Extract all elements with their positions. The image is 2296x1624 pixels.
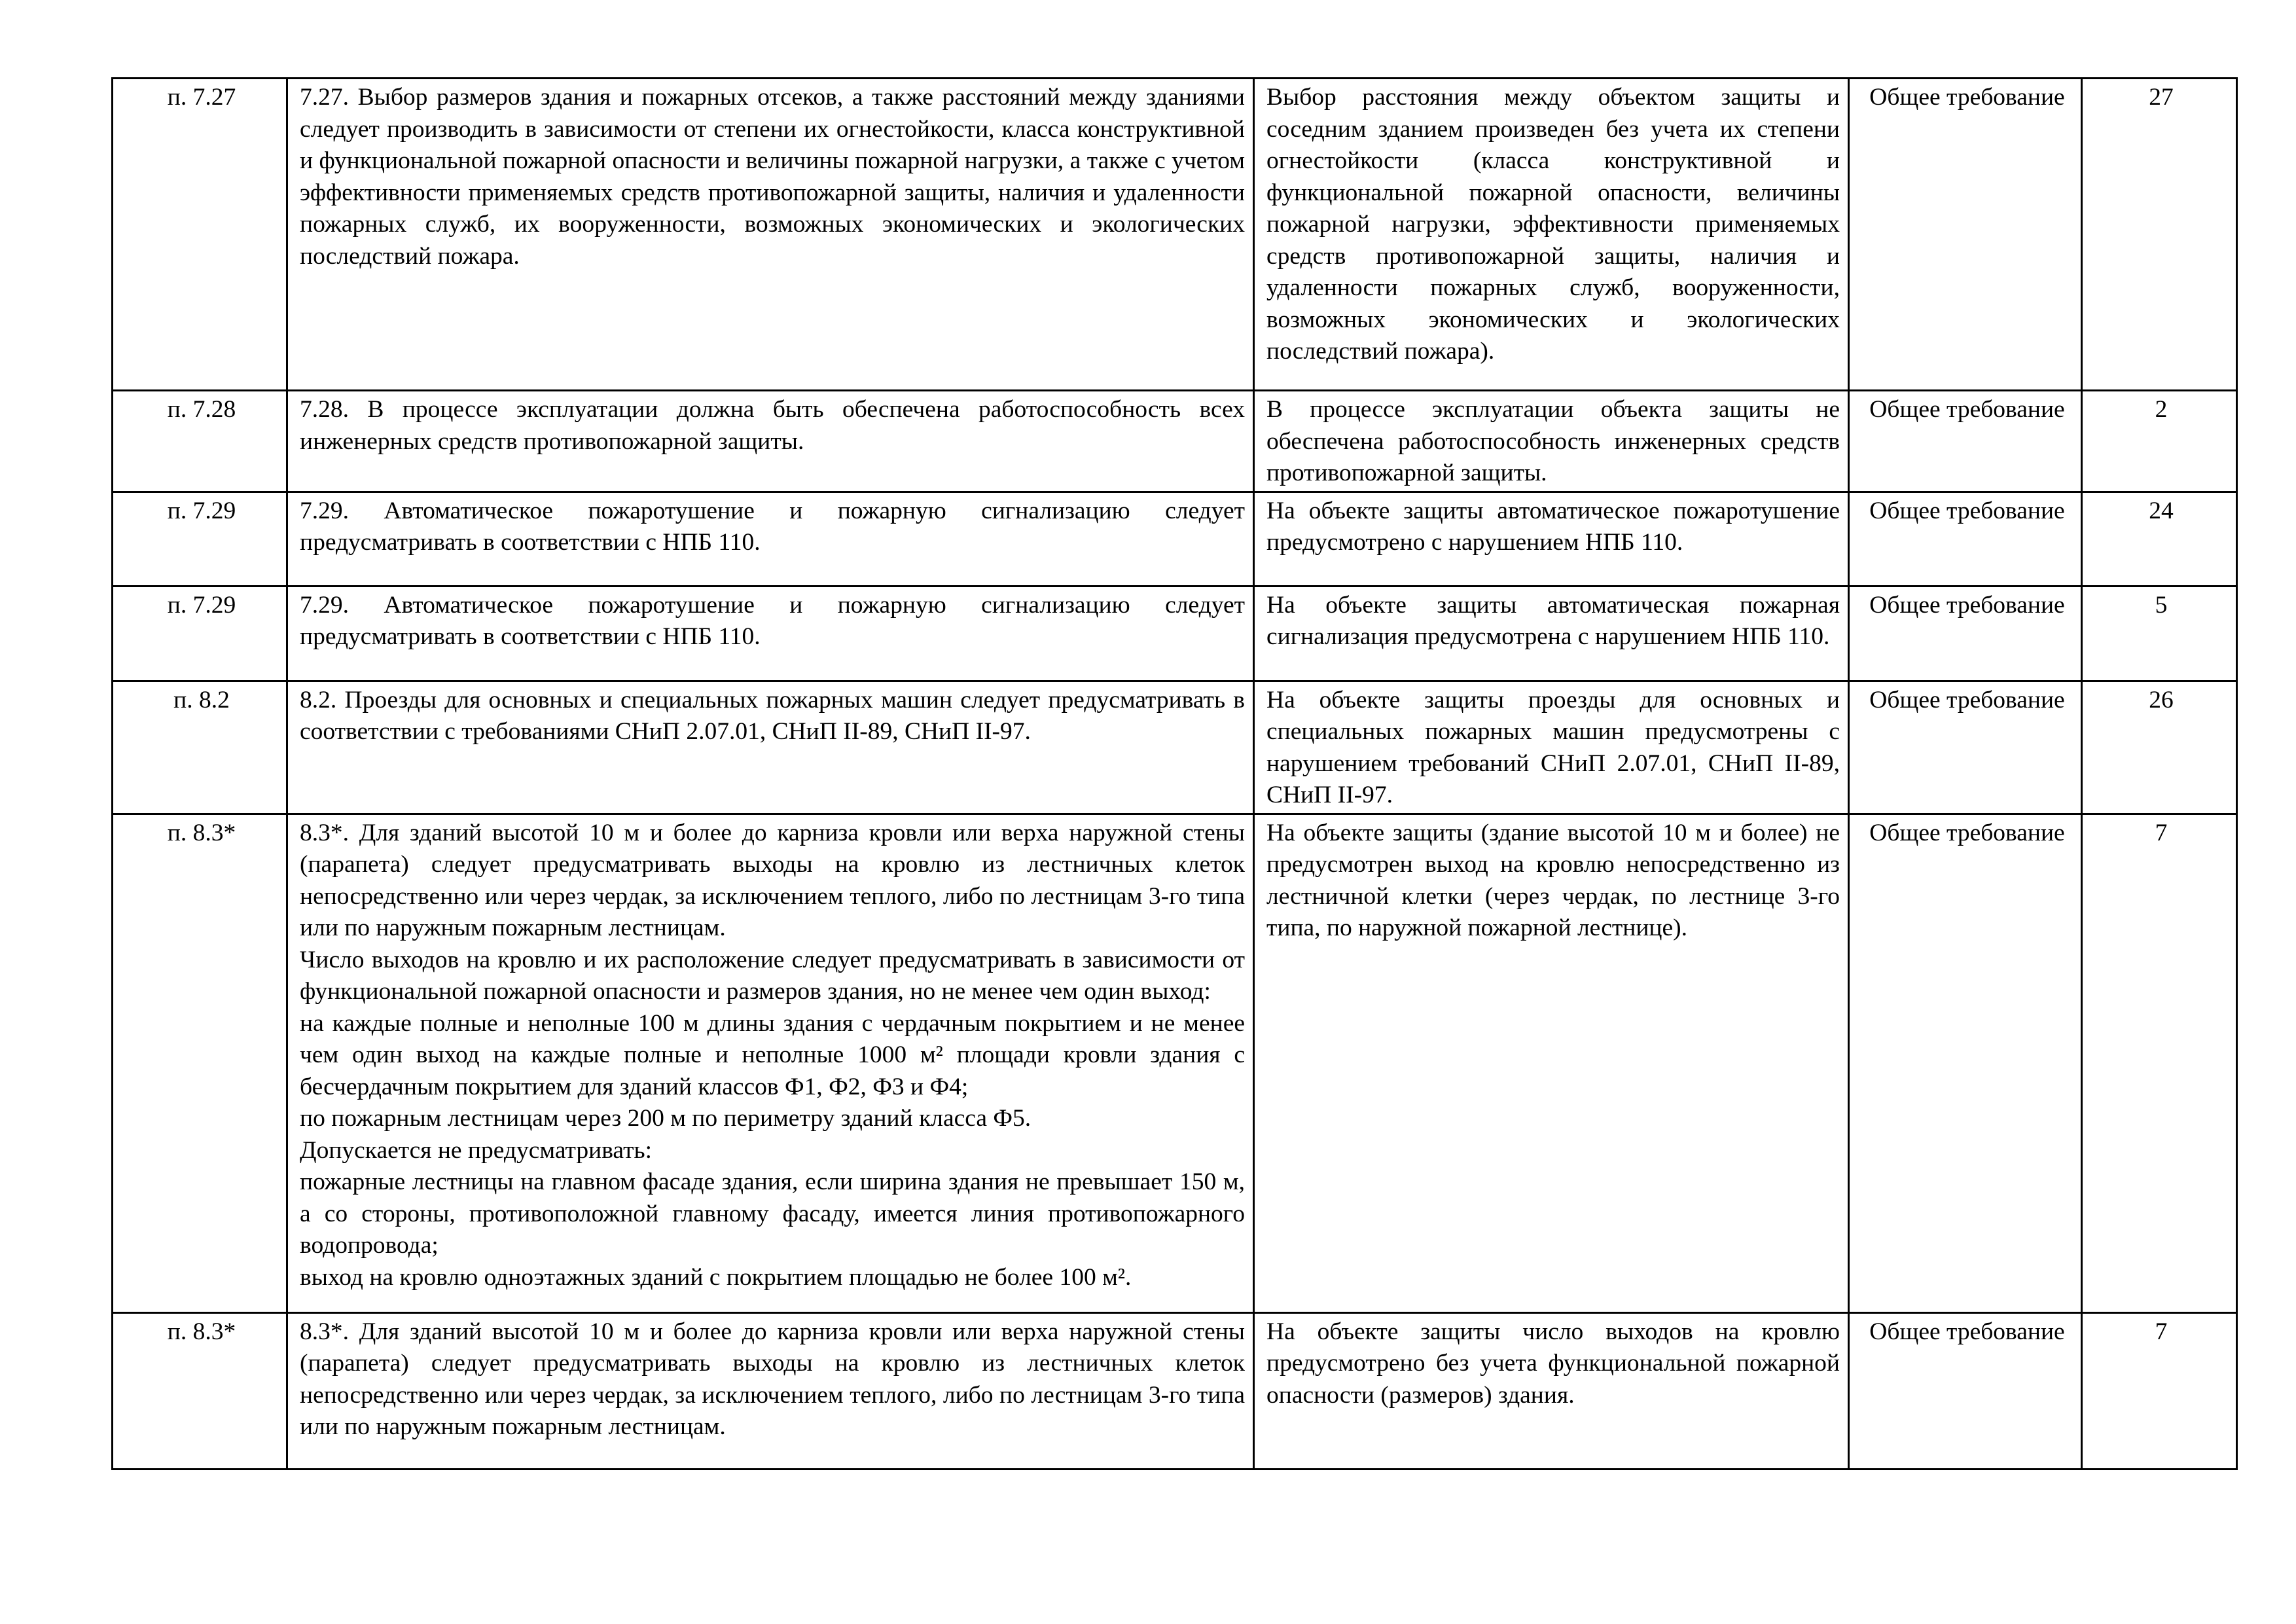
requirements-table: [111, 77, 2238, 1470]
clause-ref: п. 7.28: [113, 391, 287, 492]
requirement-type: Общее требование: [1849, 681, 2082, 814]
requirement-type: Общее требование: [1849, 586, 2082, 681]
requirement-text: [287, 391, 1254, 492]
table-row: [113, 492, 2237, 586]
requirement-paragraph: 8.2. Проезды для основных и специальных пожарных машин следует предусматривать в соответствии с требованиями СНиП 2.07.01, СНиП II-89, СНиП II-97.: [300, 686, 1245, 745]
requirement-paragraph: выход на кровлю одноэтажных зданий с покрытием площадью не более 100 м².: [300, 1263, 1132, 1291]
requirement-paragraph: по пожарным лестницам через 200 м по периметру зданий класса Ф5.: [300, 1105, 1031, 1132]
requirement-text: [287, 79, 1254, 391]
clause-ref: п. 8.2: [113, 681, 287, 814]
clause-ref: п. 7.27: [113, 79, 287, 391]
violation-text: На объекте защиты (здание высотой 10 м и более) не предусмотрен выход на кровлю непосредственно из лестничной клетки (через чердак, по лестнице 3-го типа, по наружной пожарной лестнице).: [1254, 814, 1849, 1312]
table-row: [113, 79, 2237, 391]
clause-ref: п. 7.29: [113, 492, 287, 586]
violation-text: На объекте защиты автоматическое пожаротушение предусмотрено с нарушением НПБ 110.: [1254, 492, 1849, 586]
requirement-paragraph: Число выходов на кровлю и их расположение следует предусматривать в зависимости от функциональной пожарной опасности и размеров здания, но не менее чем один выход:: [300, 946, 1245, 1005]
table-row: [113, 586, 2237, 681]
clause-ref: п. 8.3*: [113, 814, 287, 1312]
violation-count: 24: [2082, 492, 2237, 586]
violation-text: На объекте защиты автоматическая пожарная сигнализация предусмотрена с нарушением НПБ 110.: [1254, 586, 1849, 681]
requirement-paragraph: 8.3*. Для зданий высотой 10 м и более до карниза кровли или верха наружной стены (парапета) следует предусматривать выходы на кровлю из лестничных клеток непосредственно или через чердак, за исключением теплого, либо по лестницам 3-го типа или по наружным пожарным лестницам.: [300, 1318, 1245, 1440]
requirement-paragraph: пожарные лестницы на главном фасаде здания, если ширина здания не превышает 150 м, а со стороны, противоположной главному фасаду, имеется линия противопожарного водопровода;: [300, 1168, 1245, 1259]
requirement-type: Общее требование: [1849, 391, 2082, 492]
requirement-text: [287, 586, 1254, 681]
table-row: [113, 1312, 2237, 1469]
clause-ref: п. 7.29: [113, 586, 287, 681]
violation-text: Выбор расстояния между объектом защиты и соседним зданием произведен без учета их степени огнестойкости (класса конструктивной и функциональной пожарной опасности, величины пожарной нагрузки, эффективности применяемых средств противопожарной защиты, наличия и удаленности пожарных служб, вооруженности, возможных экономических и экологических последствий пожара).: [1254, 79, 1849, 391]
requirement-paragraph: 7.28. В процессе эксплуатации должна быть обеспечена работоспособность всех инженерных средств противопожарной защиты.: [300, 396, 1245, 455]
requirement-text: [287, 814, 1254, 1312]
requirement-type: Общее требование: [1849, 492, 2082, 586]
requirement-paragraph: Допускается не предусматривать:: [300, 1136, 652, 1164]
requirement-type: Общее требование: [1849, 814, 2082, 1312]
requirement-paragraph: на каждые полные и неполные 100 м длины здания с чердачным покрытием и не менее чем один выход на каждые полные и неполные 1000 м² площади кровли здания с бесчердачным покрытием для зданий классов Ф1, Ф2, Ф3 и Ф4;: [300, 1009, 1245, 1100]
violation-count: 7: [2082, 814, 2237, 1312]
requirement-text: [287, 681, 1254, 814]
violation-text: В процессе эксплуатации объекта защиты не обеспечена работоспособность инженерных средств противопожарной защиты.: [1254, 391, 1849, 492]
violation-count: 26: [2082, 681, 2237, 814]
violation-count: 7: [2082, 1312, 2237, 1469]
table-row: [113, 814, 2237, 1312]
clause-ref: п. 8.3*: [113, 1312, 287, 1469]
requirement-paragraph: 7.29. Автоматическое пожаротушение и пожарную сигнализацию следует предусматривать в соответствии с НПБ 110.: [300, 591, 1245, 650]
table-row: [113, 391, 2237, 492]
table-row: [113, 681, 2237, 814]
requirement-paragraph: 8.3*. Для зданий высотой 10 м и более до карниза кровли или верха наружной стены (парапета) следует предусматривать выходы на кровлю из лестничных клеток непосредственно или через чердак, за исключением теплого, либо по лестницам 3-го типа или по наружным пожарным лестницам.: [300, 819, 1245, 941]
violation-count: 2: [2082, 391, 2237, 492]
requirement-text: [287, 1312, 1254, 1469]
requirement-paragraph: 7.27. Выбор размеров здания и пожарных отсеков, а также расстояний между зданиями следует производить в зависимости от степени их огнестойкости, класса конструктивной и функциональной пожарной опасности и величины пожарной нагрузки, а также с учетом эффективности применяемых средств противопожарной защиты, наличия и удаленности пожарных служб, их вооруженности, возможных экономических и экологических последствий пожара.: [300, 84, 1245, 270]
violation-count: 27: [2082, 79, 2237, 391]
violation-text: На объекте защиты проезды для основных и специальных пожарных машин предусмотрены с нарушением требований СНиП 2.07.01, СНиП II-89, СНиП II-97.: [1254, 681, 1849, 814]
violation-text: На объекте защиты число выходов на кровлю предусмотрено без учета функциональной пожарной опасности (размеров) здания.: [1254, 1312, 1849, 1469]
requirement-paragraph: 7.29. Автоматическое пожаротушение и пожарную сигнализацию следует предусматривать в соответствии с НПБ 110.: [300, 497, 1245, 556]
requirement-text: [287, 492, 1254, 586]
violation-count: 5: [2082, 586, 2237, 681]
requirement-type: Общее требование: [1849, 79, 2082, 391]
requirement-type: Общее требование: [1849, 1312, 2082, 1469]
